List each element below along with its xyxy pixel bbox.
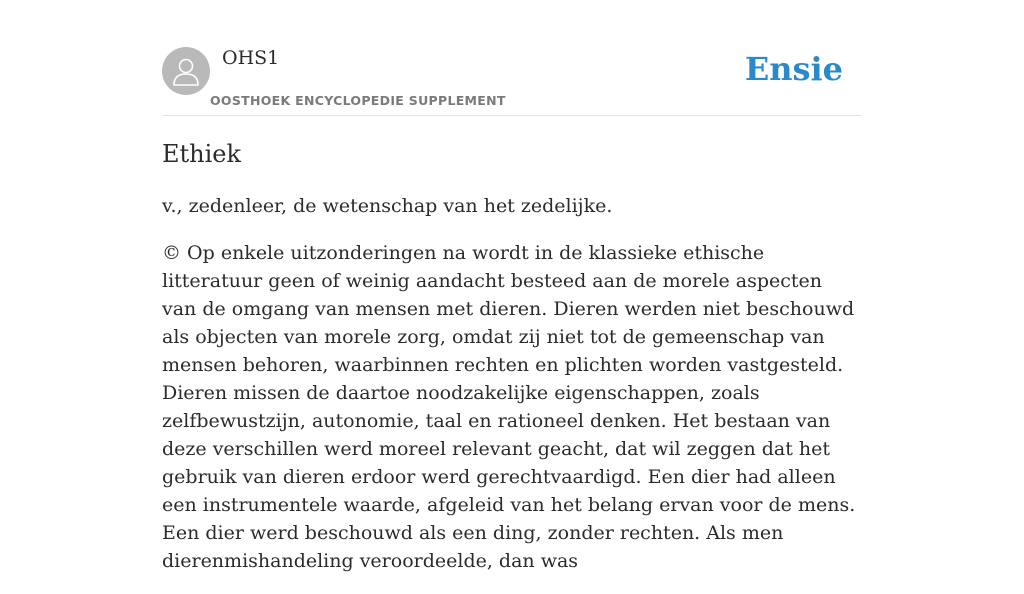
article-definition: v., zedenleer, de wetenschap van het zedelijke. [162,195,613,217]
source-name[interactable]: OOSTHOEK ENCYCLOPEDIE SUPPLEMENT [210,93,506,108]
user-icon [171,55,201,87]
article-paragraph: © Op enkele uitzonderingen na wordt in de klassieke ethische litteratuur geen of weinig aandacht besteed aan de morele aspecten van de omgang van mensen met dieren. Dieren werden niet beschouwd als objecten van morele zorg, omdat zij niet tot de gemeenschap van mensen behoren, waarbinnen rechten en plichten worden vastgesteld. Dieren missen de daartoe noodzakelijke eigenschappen, zoals zelfbewustzijn, autonomie, taal en rationeel denken. Het bestaan van deze verschillen werd moreel relevant geacht, dat wil zeggen dat het gebruik van dieren erdoor werd gerechtvaardigd. Een dier had alleen een instrumentele waarde, afgeleid van het belang ervan voor de mens. Een dier werd beschouwd als een ding, zonder rechten. Als men dierenmishandeling veroordeelde, dan was [162,242,856,572]
source-avatar[interactable] [162,47,210,95]
source-code[interactable]: OHS1 [222,47,280,69]
article-title: Ethiek [162,140,242,168]
source-header [162,0,862,116]
article-body [162,192,862,594]
brand-logo[interactable]: Ensie [744,50,843,88]
content-container [162,0,862,572]
